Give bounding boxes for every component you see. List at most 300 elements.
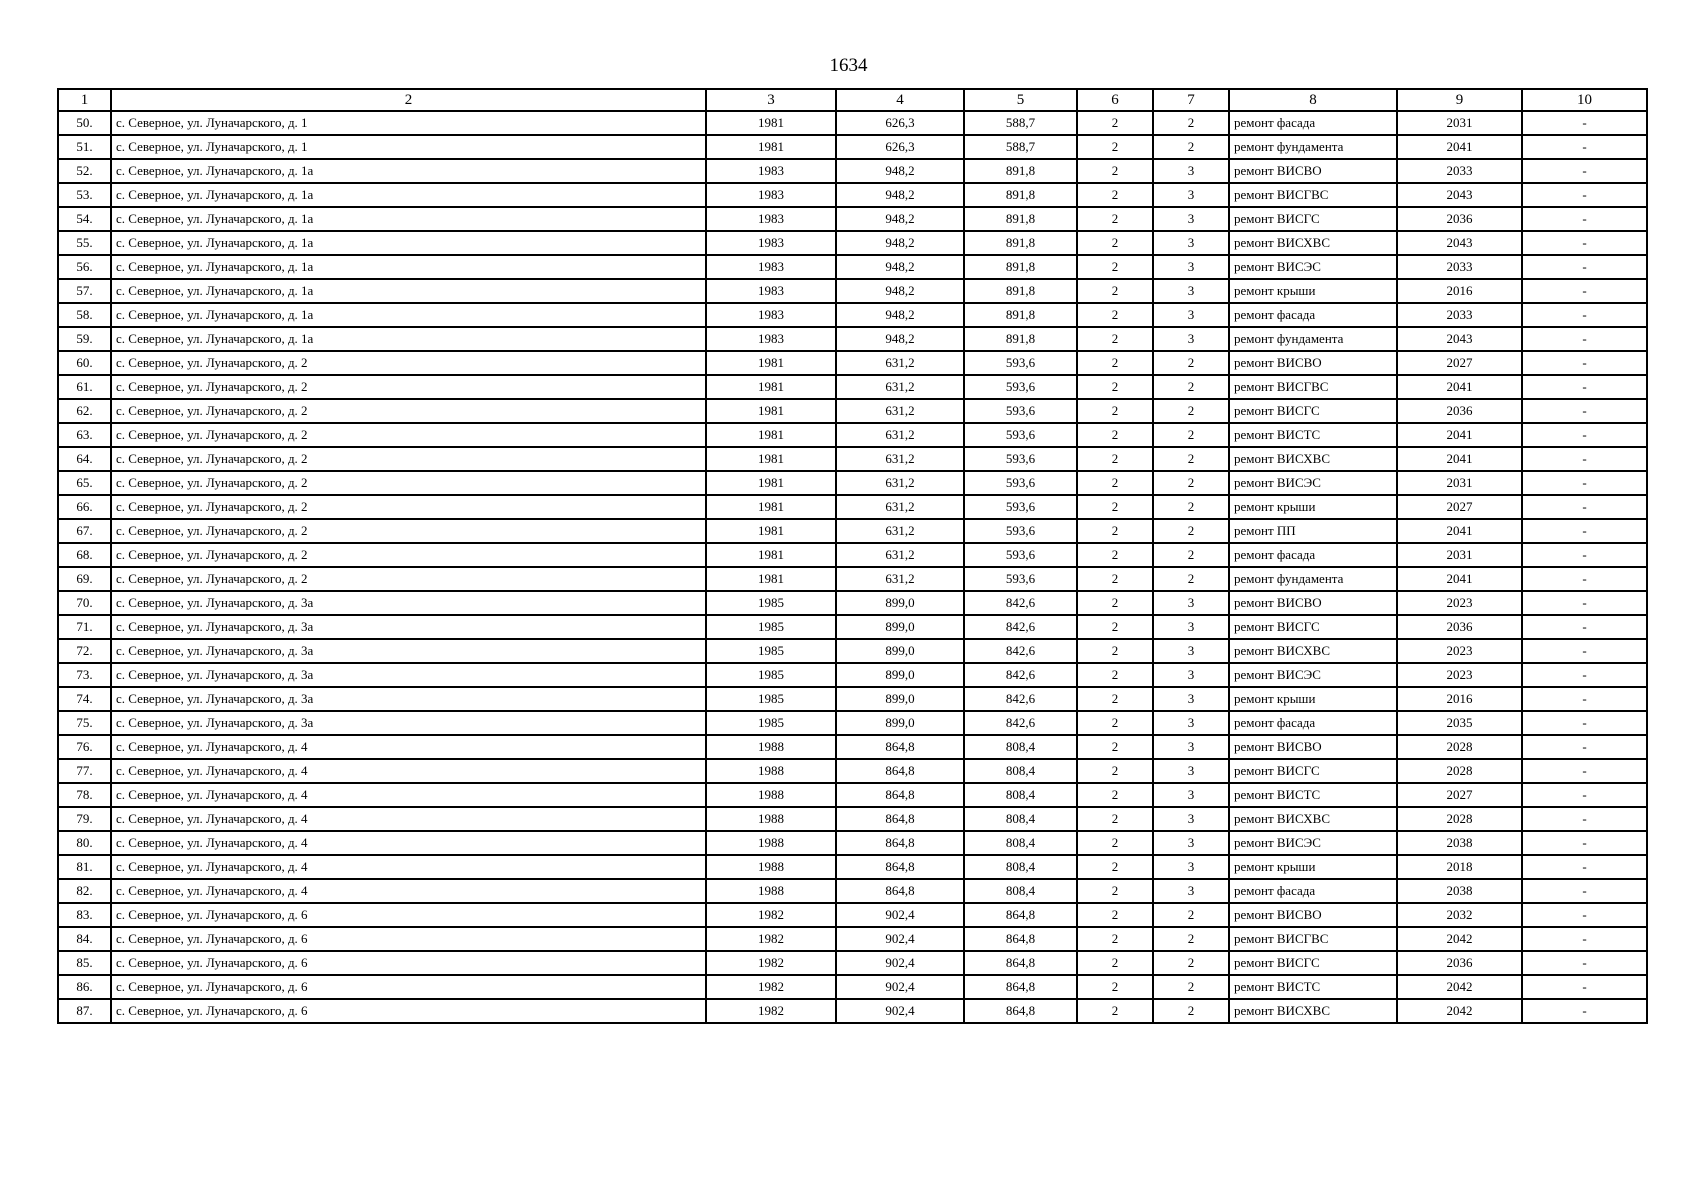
row-number-cell: 76.: [58, 735, 111, 759]
note-cell: -: [1522, 543, 1647, 567]
entrances-cell: 2: [1153, 999, 1229, 1023]
address-cell: с. Северное, ул. Луначарского, д. 1а: [111, 231, 706, 255]
total-area-cell: 948,2: [836, 159, 964, 183]
total-area-cell: 902,4: [836, 927, 964, 951]
planned-year-cell: 2043: [1397, 231, 1522, 255]
row-number-cell: 68.: [58, 543, 111, 567]
column-header: 5: [964, 89, 1077, 111]
total-area-cell: 899,0: [836, 711, 964, 735]
note-cell: -: [1522, 975, 1647, 999]
entrances-cell: 3: [1153, 639, 1229, 663]
year-built-cell: 1983: [706, 327, 836, 351]
planned-year-cell: 2023: [1397, 639, 1522, 663]
table-row: [58, 375, 1647, 399]
floors-cell: 2: [1077, 135, 1153, 159]
address-cell: с. Северное, ул. Луначарского, д. 3а: [111, 711, 706, 735]
row-number-cell: 67.: [58, 519, 111, 543]
note-cell: -: [1522, 447, 1647, 471]
work-type-cell: ремонт ВИСТС: [1229, 783, 1397, 807]
address-cell: с. Северное, ул. Луначарского, д. 3а: [111, 687, 706, 711]
entrances-cell: 3: [1153, 327, 1229, 351]
year-built-cell: 1981: [706, 375, 836, 399]
planned-year-cell: 2018: [1397, 855, 1522, 879]
planned-year-cell: 2033: [1397, 255, 1522, 279]
total-area-cell: 899,0: [836, 687, 964, 711]
address-cell: с. Северное, ул. Луначарского, д. 2: [111, 399, 706, 423]
living-area-cell: 808,4: [964, 831, 1077, 855]
living-area-cell: 588,7: [964, 111, 1077, 135]
planned-year-cell: 2027: [1397, 495, 1522, 519]
work-type-cell: ремонт крыши: [1229, 855, 1397, 879]
floors-cell: 2: [1077, 447, 1153, 471]
planned-year-cell: 2041: [1397, 519, 1522, 543]
address-cell: с. Северное, ул. Луначарского, д. 6: [111, 903, 706, 927]
planned-year-cell: 2031: [1397, 471, 1522, 495]
work-type-cell: ремонт крыши: [1229, 687, 1397, 711]
floors-cell: 2: [1077, 231, 1153, 255]
planned-year-cell: 2016: [1397, 279, 1522, 303]
floors-cell: 2: [1077, 495, 1153, 519]
note-cell: -: [1522, 111, 1647, 135]
note-cell: -: [1522, 279, 1647, 303]
living-area-cell: 593,6: [964, 351, 1077, 375]
note-cell: -: [1522, 471, 1647, 495]
year-built-cell: 1983: [706, 231, 836, 255]
year-built-cell: 1981: [706, 111, 836, 135]
table-row: [58, 303, 1647, 327]
total-area-cell: 631,2: [836, 471, 964, 495]
total-area-cell: 902,4: [836, 975, 964, 999]
row-number-cell: 60.: [58, 351, 111, 375]
work-type-cell: ремонт ВИСГС: [1229, 951, 1397, 975]
address-cell: с. Северное, ул. Луначарского, д. 3а: [111, 639, 706, 663]
note-cell: -: [1522, 687, 1647, 711]
living-area-cell: 891,8: [964, 279, 1077, 303]
floors-cell: 2: [1077, 375, 1153, 399]
total-area-cell: 899,0: [836, 663, 964, 687]
total-area-cell: 864,8: [836, 831, 964, 855]
address-cell: с. Северное, ул. Луначарского, д. 6: [111, 975, 706, 999]
note-cell: -: [1522, 855, 1647, 879]
planned-year-cell: 2023: [1397, 591, 1522, 615]
work-type-cell: ремонт фасада: [1229, 879, 1397, 903]
work-type-cell: ремонт ВИСВО: [1229, 903, 1397, 927]
entrances-cell: 2: [1153, 111, 1229, 135]
work-type-cell: ремонт ВИСВО: [1229, 591, 1397, 615]
living-area-cell: 808,4: [964, 759, 1077, 783]
planned-year-cell: 2038: [1397, 879, 1522, 903]
table-row: [58, 327, 1647, 351]
total-area-cell: 948,2: [836, 255, 964, 279]
row-number-cell: 83.: [58, 903, 111, 927]
work-type-cell: ремонт ВИСЭС: [1229, 831, 1397, 855]
work-type-cell: ремонт крыши: [1229, 279, 1397, 303]
year-built-cell: 1985: [706, 687, 836, 711]
address-cell: с. Северное, ул. Луначарского, д. 6: [111, 951, 706, 975]
row-number-cell: 81.: [58, 855, 111, 879]
address-cell: с. Северное, ул. Луначарского, д. 4: [111, 783, 706, 807]
note-cell: -: [1522, 783, 1647, 807]
note-cell: -: [1522, 759, 1647, 783]
work-type-cell: ремонт ВИСГС: [1229, 759, 1397, 783]
row-number-cell: 64.: [58, 447, 111, 471]
work-type-cell: ремонт фасада: [1229, 111, 1397, 135]
living-area-cell: 808,4: [964, 735, 1077, 759]
work-type-cell: ремонт ВИСВО: [1229, 159, 1397, 183]
total-area-cell: 864,8: [836, 879, 964, 903]
living-area-cell: 864,8: [964, 903, 1077, 927]
row-number-cell: 80.: [58, 831, 111, 855]
living-area-cell: 593,6: [964, 399, 1077, 423]
note-cell: -: [1522, 351, 1647, 375]
living-area-cell: 842,6: [964, 615, 1077, 639]
entrances-cell: 2: [1153, 423, 1229, 447]
floors-cell: 2: [1077, 831, 1153, 855]
entrances-cell: 3: [1153, 159, 1229, 183]
note-cell: -: [1522, 807, 1647, 831]
note-cell: -: [1522, 879, 1647, 903]
planned-year-cell: 2036: [1397, 207, 1522, 231]
note-cell: -: [1522, 831, 1647, 855]
living-area-cell: 593,6: [964, 423, 1077, 447]
year-built-cell: 1982: [706, 975, 836, 999]
note-cell: -: [1522, 927, 1647, 951]
note-cell: -: [1522, 639, 1647, 663]
address-cell: с. Северное, ул. Луначарского, д. 1: [111, 111, 706, 135]
floors-cell: 2: [1077, 711, 1153, 735]
entrances-cell: 2: [1153, 519, 1229, 543]
table-row: [58, 351, 1647, 375]
row-number-cell: 52.: [58, 159, 111, 183]
note-cell: -: [1522, 711, 1647, 735]
work-type-cell: ремонт ВИСГВС: [1229, 375, 1397, 399]
column-header: 7: [1153, 89, 1229, 111]
year-built-cell: 1988: [706, 831, 836, 855]
floors-cell: 2: [1077, 255, 1153, 279]
row-number-cell: 54.: [58, 207, 111, 231]
note-cell: -: [1522, 375, 1647, 399]
address-cell: с. Северное, ул. Луначарского, д. 1а: [111, 207, 706, 231]
total-area-cell: 631,2: [836, 375, 964, 399]
planned-year-cell: 2042: [1397, 927, 1522, 951]
work-type-cell: ремонт крыши: [1229, 495, 1397, 519]
living-area-cell: 864,8: [964, 951, 1077, 975]
work-type-cell: ремонт ВИСГВС: [1229, 183, 1397, 207]
note-cell: -: [1522, 903, 1647, 927]
table-row: [58, 591, 1647, 615]
note-cell: -: [1522, 999, 1647, 1023]
entrances-cell: 2: [1153, 135, 1229, 159]
row-number-cell: 84.: [58, 927, 111, 951]
note-cell: -: [1522, 399, 1647, 423]
row-number-cell: 66.: [58, 495, 111, 519]
note-cell: -: [1522, 735, 1647, 759]
year-built-cell: 1981: [706, 351, 836, 375]
floors-cell: 2: [1077, 975, 1153, 999]
total-area-cell: 948,2: [836, 279, 964, 303]
living-area-cell: 864,8: [964, 999, 1077, 1023]
living-area-cell: 891,8: [964, 255, 1077, 279]
year-built-cell: 1982: [706, 927, 836, 951]
floors-cell: 2: [1077, 399, 1153, 423]
entrances-cell: 3: [1153, 687, 1229, 711]
year-built-cell: 1988: [706, 783, 836, 807]
year-built-cell: 1985: [706, 663, 836, 687]
row-number-cell: 72.: [58, 639, 111, 663]
entrances-cell: 3: [1153, 879, 1229, 903]
entrances-cell: 3: [1153, 711, 1229, 735]
work-type-cell: ремонт фундамента: [1229, 135, 1397, 159]
work-type-cell: ремонт ВИСЭС: [1229, 255, 1397, 279]
living-area-cell: 593,6: [964, 375, 1077, 399]
row-number-cell: 55.: [58, 231, 111, 255]
work-type-cell: ремонт ВИСХВС: [1229, 999, 1397, 1023]
table-row: [58, 207, 1647, 231]
table-row: [58, 831, 1647, 855]
year-built-cell: 1982: [706, 999, 836, 1023]
row-number-cell: 86.: [58, 975, 111, 999]
address-cell: с. Северное, ул. Луначарского, д. 1а: [111, 159, 706, 183]
row-number-cell: 69.: [58, 567, 111, 591]
work-type-cell: ремонт фасада: [1229, 303, 1397, 327]
row-number-cell: 53.: [58, 183, 111, 207]
table-header-row: [58, 89, 1647, 111]
total-area-cell: 948,2: [836, 207, 964, 231]
row-number-cell: 87.: [58, 999, 111, 1023]
table-row: [58, 855, 1647, 879]
total-area-cell: 631,2: [836, 567, 964, 591]
year-built-cell: 1981: [706, 471, 836, 495]
row-number-cell: 62.: [58, 399, 111, 423]
total-area-cell: 948,2: [836, 183, 964, 207]
entrances-cell: 2: [1153, 903, 1229, 927]
address-cell: с. Северное, ул. Луначарского, д. 1а: [111, 327, 706, 351]
address-cell: с. Северное, ул. Луначарского, д. 2: [111, 423, 706, 447]
planned-year-cell: 2027: [1397, 351, 1522, 375]
address-cell: с. Северное, ул. Луначарского, д. 2: [111, 351, 706, 375]
floors-cell: 2: [1077, 999, 1153, 1023]
note-cell: -: [1522, 327, 1647, 351]
table-row: [58, 159, 1647, 183]
entrances-cell: 3: [1153, 591, 1229, 615]
total-area-cell: 864,8: [836, 807, 964, 831]
living-area-cell: 808,4: [964, 855, 1077, 879]
table-row: [58, 567, 1647, 591]
total-area-cell: 948,2: [836, 231, 964, 255]
floors-cell: 2: [1077, 183, 1153, 207]
planned-year-cell: 2043: [1397, 327, 1522, 351]
year-built-cell: 1982: [706, 951, 836, 975]
entrances-cell: 3: [1153, 279, 1229, 303]
entrances-cell: 3: [1153, 303, 1229, 327]
total-area-cell: 899,0: [836, 615, 964, 639]
note-cell: -: [1522, 183, 1647, 207]
year-built-cell: 1988: [706, 879, 836, 903]
table-row: [58, 135, 1647, 159]
floors-cell: 2: [1077, 159, 1153, 183]
year-built-cell: 1981: [706, 495, 836, 519]
planned-year-cell: 2033: [1397, 159, 1522, 183]
work-type-cell: ремонт фасада: [1229, 711, 1397, 735]
total-area-cell: 864,8: [836, 735, 964, 759]
entrances-cell: 3: [1153, 207, 1229, 231]
address-cell: с. Северное, ул. Луначарского, д. 2: [111, 375, 706, 399]
living-area-cell: 593,6: [964, 495, 1077, 519]
table-row: [58, 735, 1647, 759]
living-area-cell: 593,6: [964, 519, 1077, 543]
table-row: [58, 519, 1647, 543]
work-type-cell: ремонт ВИСХВС: [1229, 231, 1397, 255]
planned-year-cell: 2031: [1397, 111, 1522, 135]
total-area-cell: 631,2: [836, 543, 964, 567]
table-row: [58, 807, 1647, 831]
living-area-cell: 864,8: [964, 927, 1077, 951]
row-number-cell: 82.: [58, 879, 111, 903]
note-cell: -: [1522, 663, 1647, 687]
column-header: 10: [1522, 89, 1647, 111]
planned-year-cell: 2041: [1397, 423, 1522, 447]
year-built-cell: 1985: [706, 639, 836, 663]
living-area-cell: 891,8: [964, 231, 1077, 255]
address-cell: с. Северное, ул. Луначарского, д. 6: [111, 999, 706, 1023]
table-row: [58, 447, 1647, 471]
year-built-cell: 1985: [706, 591, 836, 615]
year-built-cell: 1981: [706, 543, 836, 567]
table-row: [58, 999, 1647, 1023]
planned-year-cell: 2038: [1397, 831, 1522, 855]
living-area-cell: 808,4: [964, 879, 1077, 903]
note-cell: -: [1522, 159, 1647, 183]
living-area-cell: 593,6: [964, 471, 1077, 495]
total-area-cell: 631,2: [836, 423, 964, 447]
work-type-cell: ремонт ВИСЭС: [1229, 663, 1397, 687]
address-cell: с. Северное, ул. Луначарского, д. 4: [111, 807, 706, 831]
year-built-cell: 1988: [706, 735, 836, 759]
floors-cell: 2: [1077, 351, 1153, 375]
work-type-cell: ремонт ВИСЭС: [1229, 471, 1397, 495]
column-header: 9: [1397, 89, 1522, 111]
year-built-cell: 1983: [706, 183, 836, 207]
work-type-cell: ремонт ВИСВО: [1229, 351, 1397, 375]
year-built-cell: 1982: [706, 903, 836, 927]
year-built-cell: 1988: [706, 807, 836, 831]
work-type-cell: ремонт ВИСВО: [1229, 735, 1397, 759]
row-number-cell: 75.: [58, 711, 111, 735]
planned-year-cell: 2041: [1397, 135, 1522, 159]
table-row: [58, 111, 1647, 135]
entrances-cell: 2: [1153, 399, 1229, 423]
living-area-cell: 842,6: [964, 687, 1077, 711]
planned-year-cell: 2041: [1397, 447, 1522, 471]
floors-cell: 2: [1077, 903, 1153, 927]
year-built-cell: 1983: [706, 207, 836, 231]
total-area-cell: 948,2: [836, 303, 964, 327]
note-cell: -: [1522, 207, 1647, 231]
living-area-cell: 891,8: [964, 303, 1077, 327]
total-area-cell: 864,8: [836, 783, 964, 807]
work-type-cell: ремонт ПП: [1229, 519, 1397, 543]
row-number-cell: 63.: [58, 423, 111, 447]
total-area-cell: 902,4: [836, 999, 964, 1023]
work-type-cell: ремонт ВИСГС: [1229, 207, 1397, 231]
address-cell: с. Северное, ул. Луначарского, д. 3а: [111, 615, 706, 639]
row-number-cell: 65.: [58, 471, 111, 495]
floors-cell: 2: [1077, 663, 1153, 687]
entrances-cell: 3: [1153, 231, 1229, 255]
table-row: [58, 687, 1647, 711]
work-type-cell: ремонт фундамента: [1229, 567, 1397, 591]
planned-year-cell: 2032: [1397, 903, 1522, 927]
table-row: [58, 783, 1647, 807]
total-area-cell: 864,8: [836, 855, 964, 879]
row-number-cell: 70.: [58, 591, 111, 615]
planned-year-cell: 2041: [1397, 567, 1522, 591]
entrances-cell: 3: [1153, 759, 1229, 783]
entrances-cell: 2: [1153, 567, 1229, 591]
row-number-cell: 78.: [58, 783, 111, 807]
entrances-cell: 3: [1153, 663, 1229, 687]
row-number-cell: 59.: [58, 327, 111, 351]
living-area-cell: 593,6: [964, 567, 1077, 591]
table-row: [58, 759, 1647, 783]
total-area-cell: 631,2: [836, 519, 964, 543]
note-cell: -: [1522, 255, 1647, 279]
year-built-cell: 1981: [706, 135, 836, 159]
year-built-cell: 1981: [706, 567, 836, 591]
floors-cell: 2: [1077, 735, 1153, 759]
work-type-cell: ремонт фасада: [1229, 543, 1397, 567]
table-row: [58, 231, 1647, 255]
year-built-cell: 1981: [706, 423, 836, 447]
total-area-cell: 948,2: [836, 327, 964, 351]
planned-year-cell: 2016: [1397, 687, 1522, 711]
planned-year-cell: 2028: [1397, 735, 1522, 759]
entrances-cell: 2: [1153, 927, 1229, 951]
entrances-cell: 3: [1153, 615, 1229, 639]
year-built-cell: 1981: [706, 519, 836, 543]
planned-year-cell: 2035: [1397, 711, 1522, 735]
living-area-cell: 891,8: [964, 183, 1077, 207]
row-number-cell: 77.: [58, 759, 111, 783]
table-row: [58, 639, 1647, 663]
living-area-cell: 842,6: [964, 639, 1077, 663]
note-cell: -: [1522, 567, 1647, 591]
entrances-cell: 2: [1153, 375, 1229, 399]
table-row: [58, 903, 1647, 927]
total-area-cell: 864,8: [836, 759, 964, 783]
address-cell: с. Северное, ул. Луначарского, д. 2: [111, 471, 706, 495]
row-number-cell: 58.: [58, 303, 111, 327]
address-cell: с. Северное, ул. Луначарского, д. 4: [111, 759, 706, 783]
year-built-cell: 1985: [706, 711, 836, 735]
living-area-cell: 842,6: [964, 591, 1077, 615]
planned-year-cell: 2036: [1397, 615, 1522, 639]
table-row: [58, 471, 1647, 495]
year-built-cell: 1988: [706, 759, 836, 783]
repair-schedule-table: [57, 88, 1648, 1024]
living-area-cell: 864,8: [964, 975, 1077, 999]
total-area-cell: 899,0: [836, 639, 964, 663]
planned-year-cell: 2028: [1397, 759, 1522, 783]
planned-year-cell: 2023: [1397, 663, 1522, 687]
planned-year-cell: 2043: [1397, 183, 1522, 207]
floors-cell: 2: [1077, 615, 1153, 639]
total-area-cell: 902,4: [836, 903, 964, 927]
year-built-cell: 1988: [706, 855, 836, 879]
address-cell: с. Северное, ул. Луначарского, д. 1а: [111, 183, 706, 207]
year-built-cell: 1983: [706, 255, 836, 279]
address-cell: с. Северное, ул. Луначарского, д. 3а: [111, 663, 706, 687]
